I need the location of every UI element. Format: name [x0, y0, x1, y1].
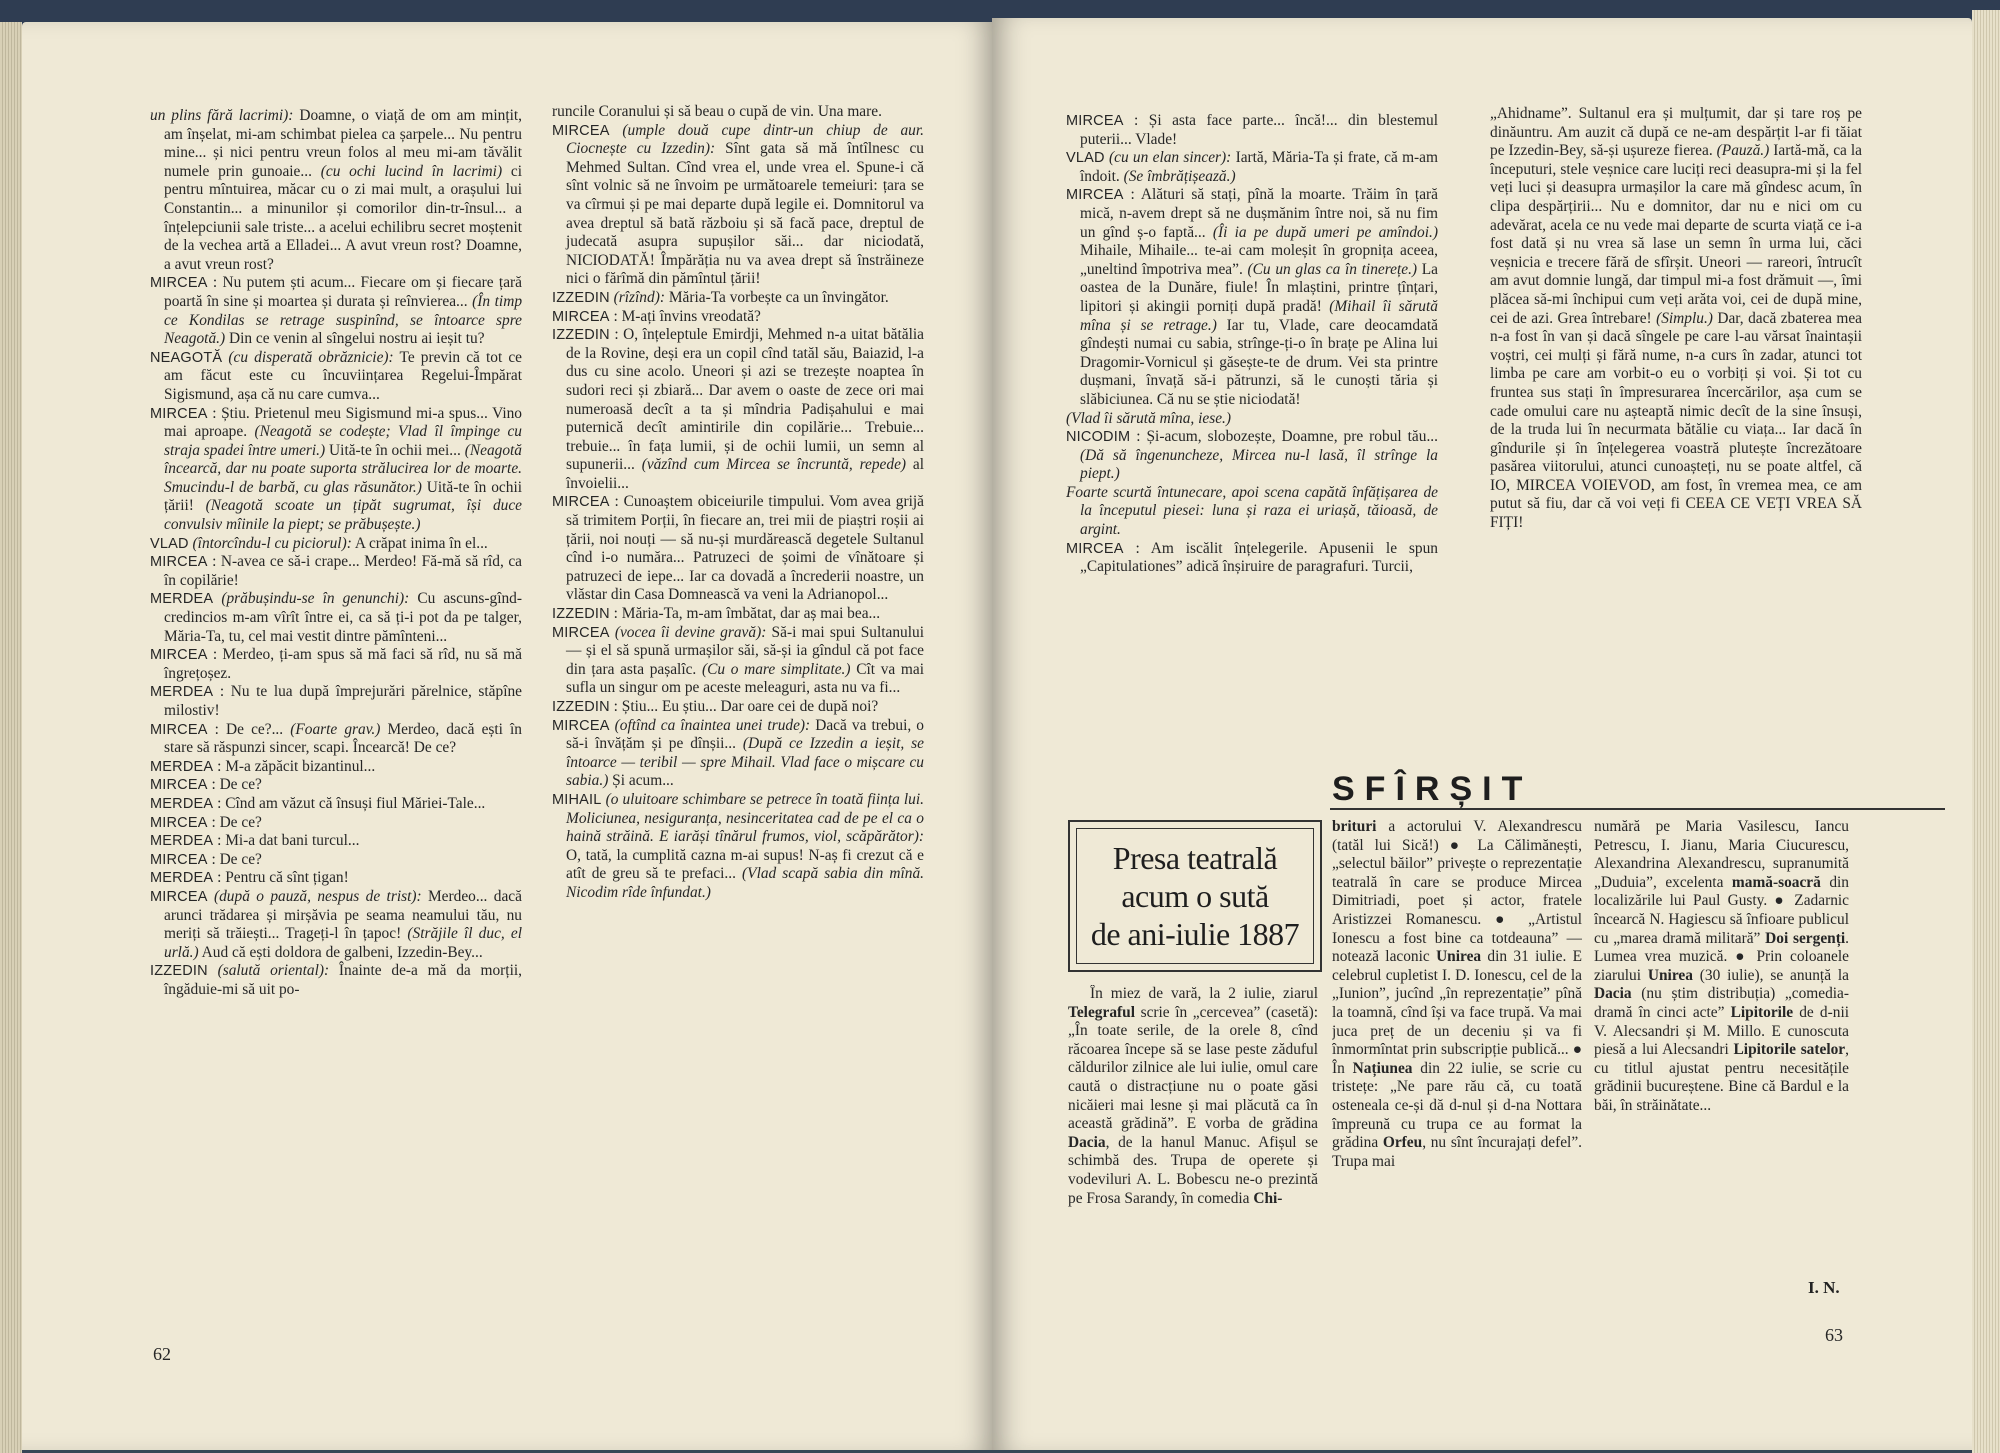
paragraph: IZZEDIN : Măria-Ta, m-am îmbătat, dar aș mai bea...	[552, 605, 881, 623]
paragraph: MIRCEA (după o pauză, nespus de trist): Merdeo... dacă arunci trădarea și mirșăvia pe seama neamului tău, nu meriți să trăiești... Trageți-l în țapoc! (Străjile îl duc, el urlă.) Aud că ești doldora de galbeni, Izzedin-Bey...	[150, 887, 522, 961]
page-edges-left	[0, 22, 22, 1453]
article-title-line-1: Presa teatrală	[1112, 840, 1278, 876]
left-page-number: 62	[153, 1344, 171, 1364]
right-page-column-2	[1490, 105, 1862, 765]
article-column-2	[1332, 818, 1582, 1276]
article-column-1	[1068, 985, 1318, 1275]
left-page-column-2	[552, 103, 924, 1318]
paragraph: MIRCEA : Merdeo, ți-am spus să mă faci să rîd, nu să mă îngrețoșez.	[150, 646, 522, 682]
paragraph: brituri a actorului V. Alexandrescu (tatăl lui Sică!) ● La Călimănești, „selectul băilor” privește o reprezentație teatrală în care se produce Mircea Dimitriadi, poet și actor, fratele Aristizzei Romanescu. ● „Artistul Ionescu a fost bine ca totdeauna” — notează laconic Unirea din 31 iulie. E celebrul cupletist I. D. Ionescu, cel de la „Iunion”, jucînd „în reprezentație” pînă la toamnă, cînd își va face trupă. Va mai juca preț de un deceniu și va fi înmormîntat prin subscripție publică... ● În Națiunea din 22 iulie, se scrie cu tristețe: „Ne pare rău că, cu toată osteneala ce-și dă d-nul și d-na Nottara împreună cu trupa ce au format la grădina Orfeu, nu sînt încurajați defel”. Trupa mai	[1332, 818, 1582, 1170]
article-divider-rule	[1330, 808, 1945, 810]
paragraph: NEAGOTĂ (cu disperată obrăznicie): Te previn că tot ce am făcut este cu încuviințarea Regelui-Împărat Sigismund, așa că nu care cumva...	[150, 348, 522, 403]
paragraph: MIRCEA (oftînd ca înaintea unei trude): Dacă va trebui, o să-i învățăm și pe dînșii... (După ce Izzedin a ieșit, se întoarce — teribil — spre Mihail. Vlad face o mișcare cu sabia.) Și acum...	[552, 716, 924, 790]
paragraph: MERDEA : Cînd am văzut că însuși fiul Măriei-Tale...	[150, 794, 486, 812]
paragraph: MIHAIL (o uluitoare schimbare se petrece în toată ființa lui. Moliciunea, nesiguranța, nesinceritatea cad de pe el ca o haină străină. E iarăși tînărul frumos, viol, scăpărător): O, tată, la cumplită cazna m-ai supus! N-aș fi crezut că e atît de greu să te prefaci... (Vlad scapă sabia din mînă. Nicodim rîde înfundat.)	[552, 790, 924, 901]
article-column-3	[1594, 818, 1849, 1273]
right-page-column-1	[1066, 112, 1438, 762]
article-title-line-2: acum o sută	[1121, 878, 1269, 914]
paragraph: MERDEA : M-a zăpăcit bizantinul...	[150, 757, 376, 775]
page-edges-right	[1972, 10, 2000, 1453]
end-marker: SFÎRȘIT	[1332, 770, 1533, 808]
paragraph: MIRCEA : M-ați învins vreodată?	[552, 307, 761, 325]
paragraph: MERDEA : Pentru că sînt țigan!	[150, 869, 349, 887]
paragraph: MIRCEA : N-avea ce să-i crape... Merdeo! Fă-mă să rîd, ca în copilărie!	[150, 553, 522, 589]
paragraph: „Ahidname”. Sultanul era și mulțumit, dar și tare roș pe dinăuntru. Am auzit că după ce ne-am despărțit l-ar fi tăiat pe Izzedin-Bey, să-și ușureze fierea. (Pauză.) Iartă-mă, ca la începuturi, stele veșnice care luciți reci deasupra-mi și la fel veți luci și deasupra urmașilor la care mă gîndesc acum, în clipa despărțirii... Nu e domnitor, dar nu e nici om cu adevărat, acela ce nu vede mai departe de scurta viață ce i-a fost dată și nu vrea să lase un semn în urma lui, căci veșnicia e trecere fără de sfîrșit. Uneori — rareori, întrucît am avut domnie lungă, dar timpul mi-a fost drămuit —, îmi plăcea să-mi închipui cum veți arăta voi, cei de după mine, cei de azi. Grea întrebare! (Simplu.) Dar, dacă zbaterea mea n-a fost în van și dacă sîngele pe care l-au vărsat înaintașii voștri, cei mulți și fără nume, n-a curs în zadar, atunci tot limba pe care am vorbit-o eu o vorbiți și voi. Și tot cu fruntea sus stați în împresurarea încercărilor, așa cum se cade omului care nu așteaptă nimic decît de la sine însuși, de la truda lui în necurmata bătălie cu viața... Iar dacă în gîndurile și în înțelegerea voastră plutește încrezătoare pasărea viitorului, atunci cunoașteți, nu se poate altfel, că IO, MIRCEA VOIEVOD, am fost, în vremea mea, ce am putut să fiu, dar că voi veți fi CEEA CE VEȚI VREA SĂ FIȚI!	[1490, 105, 1862, 532]
paragraph: MIRCEA : Cunoaștem obiceiurile timpului. Vom avea grijă să trimitem Porții, în fiecare an, trei mii de piaștri roșii ai țării, noi nouți — să nu-și murdărească degetele Sultanul cînd i-o număra... Patruzeci de șoimi de vînătoare și patruzeci de iepe... Iar ca dovadă a încrederii noastre, un vlăstar din Casa Domnească va veni la Adrianopol...	[552, 493, 924, 604]
paragraph: MERDEA : Mi-a dat bani turcul...	[150, 832, 360, 850]
left-page-column-1	[150, 107, 522, 1322]
paragraph: MIRCEA : Nu putem ști acum... Fiecare om și fiecare țară poartă în sine și moartea și durata și reînvierea... (În timp ce Kondilas se retrage suspinînd, se întoarce spre Neagotă.) Din ce venin al sîngelui nostru ai ieșit tu?	[150, 274, 522, 348]
paragraph: IZZEDIN : O, înțeleptule Emirdji, Mehmed n-a uitat bătălia de la Rovine, deși era un copil cînd tatăl său, Baiazid, l-a dus cu sine acolo. Uneori și azi se trezește noaptea în sudori reci și zbiară... Dar avem o oaste de zece ori mai numeroasă decît a ta și mîndria Padișahului e mai puternică decît amintirile din copilărie... Trebuie... trebuie... în fața lumii, și de ochii lumii, un semn al supunerii... (văzînd cum Mircea se încruntă, repede) al învoielii...	[552, 326, 924, 492]
paragraph: NICODIM : Și-acum, slobozește, Doamne, pre robul tău... (Dă să îngenuncheze, Mircea nu-l lasă, îl strînge la piept.)	[1066, 428, 1438, 483]
paragraph: VLAD (întorcîndu-l cu piciorul): A crăpat inima în el...	[150, 534, 488, 552]
paragraph: VLAD (cu un elan sincer): Iartă, Măria-Ta și frate, că m-am îndoit. (Se îmbrățișează.)	[1066, 149, 1438, 185]
paragraph: MIRCEA : Am iscălit înțelegerile. Apusenii le spun „Capitulationes” adică înșiruire de paragrafuri. Turcii,	[1066, 539, 1438, 576]
article-title-line-3: de ani-iulie 1887	[1090, 916, 1300, 952]
paragraph: MIRCEA : Și asta face parte... încă!... din blestemul puterii... Vlade!	[1066, 112, 1438, 148]
article-title	[1076, 828, 1314, 964]
paragraph: MIRCEA : De ce?	[150, 813, 262, 831]
paragraph: (Vlad îi sărută mîna, iese.)	[1066, 409, 1232, 427]
paragraph: În miez de vară, la 2 iulie, ziarul Telegraful scrie în „cercevea” (casetă): „În toate serile, de la orele 8, cînd răcoarea începe să se lase peste zăduful căldurilor zilnice ale lui iulie, omul care caută o distracțiune nu o poate găsi nicăieri mai lesne și mai plăcută ca în această grădină”. E vorba de grădina Dacia, de la hanul Manuc. Afișul se schimbă des. Trupa de operete și vodeviluri A. L. Bobescu ne-o prezintă pe Frosa Sarandy, în comedia Chi-	[1068, 985, 1318, 1207]
paragraph: numără pe Maria Vasilescu, Iancu Petrescu, I. Jianu, Maria Ciucurescu, Alexandrina Alexandrescu, supranumită „Duduia”, excelenta mamă-soacră din localizările lui Paul Gusty. ● Zadarnic încearcă N. Hagiescu să înfioare publicul cu „marea dramă militară” Doi sergenți. Lumea vrea muzică. ● Prin coloanele ziarului Unirea (30 iulie), se anunță la Dacia (nu știm distribuția) „comedia-dramă în cinci acte” Lipitorile de d-nii V. Alecsandri și M. Millo. E cunoscuta piesă a lui Alecsandri Lipitorile satelor, cu titlul ajustat pentru necesitățile grădinii bucureștene. Bine că Bardul e la băi, în străinătate...	[1594, 818, 1849, 1114]
paragraph: MIRCEA (vocea îi devine gravă): Să-i mai spui Sultanului — și el să spună urmașilor săi, să-și ia gîndul că pot face din țara asta pașalîc. (Cu o mare simplitate.) Cît va mai sufla un singur om pe aceste meleaguri, asta nu va fi...	[552, 623, 924, 697]
paragraph: IZZEDIN : Știu... Eu știu... Dar oare cei de după noi?	[552, 698, 879, 715]
paragraph: MIRCEA : Știu. Prietenul meu Sigismund mi-a spus... Vino mai aproape. (Neagotă se codește; Vlad îl împinge cu straja spadei între umeri.) Uită-te în ochii mei... (Neagotă încearcă, dar nu poate suporta strălucirea lor de moarte. Smucindu-l de barbă, cu glas răsunător.) Uită-te în ochii țării! (Neagotă scoate un țipăt sugrumat, își duce convulsiv mîinile la piept; se prăbușește.)	[150, 404, 522, 534]
paragraph: un plins fără lacrimi): Doamne, o viață de om am mințit, am înșelat, mi-am schimbat pielea ca șarpele... Nu pentru mine... și nici pentru vreun folos al meu mi-am tăvălit numele prin gunoaie... (cu ochi lucind în lacrimi) ci pentru mîntuirea, măcar cu o zi mai mult, a orașului lui Constantin... a minunilor și comorilor din-tr-însul... a înțelepciunii sale triste... a acelui echilibru secret moștenit de la vechea artă a Elladei... A avut vreun rost? Doamne, a avut vreun rost?	[150, 107, 522, 273]
paragraph: MIRCEA : Alături să stați, pînă la moarte. Trăim în țară mică, n-avem drept să ne dușmănim între noi, să nu fim un gînd ș-o faptă... (Îi ia pe după umeri pe amîndoi.) Mihaile, Mihaile... te-ai cam moleșit în gropnița aceea, „uneltind împotriva mea”. (Cu un glas ca în tinerețe.) La oastea de la Dunăre, fiule! În mlaștini, printre țînțari, lipitori și akingii porniți după pradă! (Mihail îi sărută mîna și se retrage.) Iar tu, Vlade, care deocamdată gîndești numai cu sabia, strînge-ți-o în brațe pe Alina lui Dragomir-Vornicul și găsește-te de drum. Vei sta printre dușmani, învață să-i pătrunzi, să le cunoști tăria și slăbiciunea. Că nu se știe niciodată!	[1066, 186, 1438, 408]
paragraph: runcile Coranului și să beau o cupă de vin. Una mare.	[552, 103, 882, 120]
paragraph: MIRCEA : De ce?... (Foarte grav.) Merdeo, dacă ești în stare să răspunzi sincer, scapi. Încearcă! De ce?	[150, 720, 522, 757]
article-title-box	[1068, 820, 1322, 972]
paragraph: MERDEA (prăbușindu-se în genunchi): Cu ascuns-gînd-credincios m-am vîrît între ei, ca să ți-i pot da pe talger, Măria-Ta, tu, cel mai vestit dintre pămînteni...	[150, 590, 522, 645]
paragraph: IZZEDIN (rîzînd): Măria-Ta vorbește ca un învingător.	[552, 288, 889, 306]
article-author-initials: I. N.	[1808, 1278, 1840, 1297]
paragraph: IZZEDIN (salută oriental): Înainte de-a mă da morții, îngăduie-mi să uit po-	[150, 962, 522, 998]
paragraph: MERDEA : Nu te lua după împrejurări părelnice, stăpîne milostiv!	[150, 683, 522, 719]
paragraph: MIRCEA (umple două cupe dintr-un chiup de aur. Ciocnește cu Izzedin): Sînt gata să mă întîlnesc cu Mehmed Sultan. Cînd vrea el, unde vrea el. Spune-i că sînt volnic să ne învoim pe următoarele temeiuri: țara se va cîrmui și pe mai departe după legile ei. Domnitorul va avea dreptul să bată războiu și să facă pace, dreptul de judecată asupra supușilor săi... dar niciodată, NICIODATĂ! Împărăția nu va avea drept să înstrăineze nici o fărîmă din pămîntul țării!	[552, 121, 924, 288]
right-page-number: 63	[1825, 1325, 1843, 1345]
paragraph: Foarte scurtă întunecare, apoi scena capătă înfățișarea de la începutul piesei: luna și raza ei uriașă, tăioasă, de argint.	[1066, 483, 1438, 539]
paragraph: MIRCEA : De ce?	[150, 776, 262, 794]
paragraph: MIRCEA : De ce?	[150, 850, 262, 868]
